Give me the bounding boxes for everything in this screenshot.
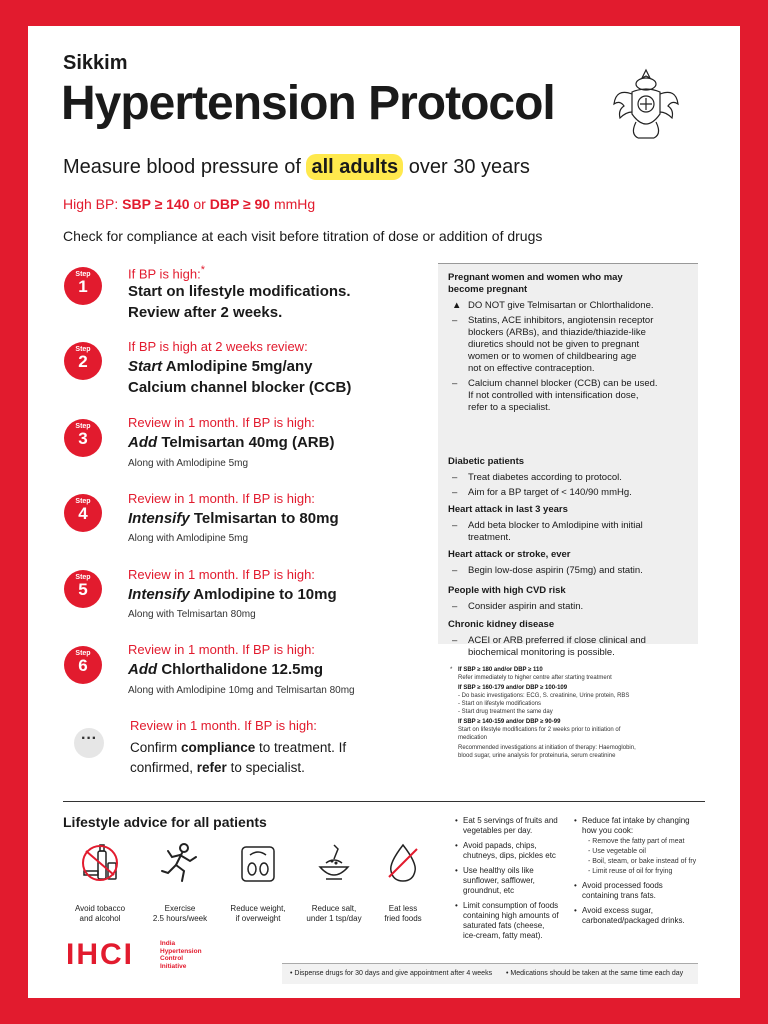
no-oil-drop-icon — [381, 841, 425, 885]
step-condition: Review in 1 month. If BP is high: — [128, 491, 315, 506]
warning-icon: ▲ — [452, 300, 462, 311]
diet-tips-col1 — [453, 816, 581, 946]
step-condition: Review in 1 month. If BP is high: — [128, 567, 315, 582]
step-note: Along with Amlodipine 5mg — [128, 533, 249, 544]
measure-instruction: Measure blood pressure of all adults over 30 years — [63, 156, 530, 178]
list-item: – Treat diabetes according to protocol. — [452, 472, 622, 483]
list-item: • Eat 5 servings of fruits and vegetables per day. — [453, 816, 581, 836]
footer-note-left: • Dispense drugs for 30 days and give appointment after 4 weeks — [290, 970, 493, 977]
page-title: Hypertension Protocol — [61, 77, 555, 130]
step-condition: Review in 1 month. If BP is high: — [128, 415, 315, 430]
list-item: – Statins, ACE inhibitors, angiotensin receptor blockers (ARBs), and thiazide/thiazide-like diuretics should not be given to pregnant women or to women of childbearing age not on effective contraception. — [452, 315, 654, 374]
step-badge: Step 2 — [64, 342, 102, 380]
step-condition: Review in 1 month. If BP is high: — [130, 718, 317, 733]
section-heading: Pregnant women and women who may become pregnant — [448, 272, 623, 295]
step-condition: Review in 1 month. If BP is high: — [128, 642, 315, 657]
list-item: – Add beta blocker to Amlodipine with initial treatment. — [452, 520, 643, 543]
section-heading: Chronic kidney disease — [448, 619, 555, 630]
ckd-section — [448, 619, 693, 662]
step-condition: If BP is high at 2 weeks review: — [128, 339, 308, 354]
section-heading: Heart attack or stroke, ever — [448, 549, 571, 560]
lifestyle-caption: Exercise 2.5 hours/week — [152, 904, 208, 923]
list-item: • Use healthy oils like sunflower, safflower, groundnut, etc — [453, 866, 581, 896]
exercise-icon — [158, 841, 202, 885]
list-item: • Avoid papads, chips, chutneys, dips, pickles etc — [453, 841, 581, 861]
special-populations-panel — [438, 263, 698, 658]
footnote-star: * — [450, 667, 453, 673]
step-note: Along with Amlodipine 5mg — [128, 458, 249, 469]
high-bp-definition: High BP: SBP ≥ 140 or DBP ≥ 90 mmHg — [63, 196, 316, 212]
section-heading: Diabetic patients — [448, 456, 525, 467]
threshold-footnotes: * If SBP ≥ 180 and/or DBP ≥ 110 Refer immediately to higher centre after starting treatment If SBP ≥ 160-179 and/or DBP ≥ 100-109 - Do basic investigations: ECG, S. creatinine, Urine protein, RBS - Start on lifestyle modifications - Start drug treatment the same day If SBP ≥ 140-159 and/or DBP ≥ 90-99 Start on lifestyle modifications for 2 weeks prior to initiation of medication Recommended investigations at initiation of therapy: Haemoglobin, blood sugar, urine analysis for proteinuria, serum creatinine — [450, 667, 636, 759]
final-step-line1: Confirm compliance to treatment. If — [130, 740, 347, 755]
heart-attack-stroke-section — [448, 549, 693, 580]
list-item: • Avoid processed foods containing trans fats. — [572, 881, 704, 901]
list-item: • Avoid excess sugar, carbonated/packaged drinks. — [572, 906, 704, 926]
list-item: – Aim for a BP target of < 140/90 mmHg. — [452, 487, 632, 498]
sikkim-emblem-icon — [610, 64, 682, 144]
heart-attack-3yr-section — [448, 504, 693, 547]
step-note: Along with Telmisartan 80mg — [128, 609, 256, 620]
step-badge: Step 6 — [64, 646, 102, 684]
step-action: Intensify Amlodipine to 10mg — [128, 586, 337, 603]
step-action: Add Chlorthalidone 12.5mg — [128, 661, 324, 678]
step-action-line2: Calcium channel blocker (CCB) — [128, 379, 352, 396]
step-action: Start Amlodipine 5mg/any — [128, 358, 313, 375]
step-badge: Step 4 — [64, 494, 102, 532]
section-divider — [63, 801, 705, 802]
list-item: ▲ DO NOT give Telmisartan or Chlorthalidone. — [452, 300, 654, 311]
list-item: • Limit consumption of foods containing high amounts of saturated fats (cheese, ice-cream, fatty meat). — [453, 901, 581, 941]
list-item: – Begin low-dose aspirin (75mg) and statin. — [452, 565, 643, 576]
highlight-all-adults: all adults — [306, 154, 403, 180]
lifestyle-caption: Eat less fried foods — [384, 904, 422, 923]
lifestyle-caption: Reduce salt, under 1 tsp/day — [306, 904, 362, 923]
region-label: Sikkim — [63, 52, 128, 74]
list-item: • Reduce fat intake by changing how you cook: — [572, 816, 704, 836]
list-item: – Calcium channel blocker (CCB) can be used. If not controlled with intensification dose, refer to a specialist. — [452, 378, 658, 413]
step-badge: Step 5 — [64, 570, 102, 608]
step-action: Add Telmisartan 40mg (ARB) — [128, 434, 335, 451]
no-tobacco-alcohol-icon — [78, 841, 122, 885]
ihci-logo-subtitle: India Hypertension Control Initiative — [160, 940, 202, 970]
pregnant-section — [448, 272, 693, 417]
compliance-note: Check for compliance at each visit before titration of dose or addition of drugs — [63, 228, 543, 244]
list-item: – ACEI or ARB preferred if close clinical and biochemical monitoring is possible. — [452, 635, 646, 658]
final-step-line2: confirmed, refer to specialist. — [130, 760, 305, 775]
diabetic-section — [448, 456, 693, 502]
salt-bowl-icon — [312, 841, 356, 885]
footer-note-right: • Medications should be taken at the same time each day — [506, 970, 684, 977]
more-steps-badge: ··· — [74, 728, 104, 758]
step-note: Along with Amlodipine 10mg and Telmisartan 80mg — [128, 685, 355, 696]
step-action: Intensify Telmisartan to 80mg — [128, 510, 339, 527]
step-action: Start on lifestyle modifications. — [128, 283, 351, 300]
step-condition: If BP is high:* — [128, 264, 205, 282]
ihci-logo: IHCI — [66, 938, 134, 971]
section-heading: Heart attack in last 3 years — [448, 504, 568, 515]
diet-tips-col2: • Reduce fat intake by changing how you cook: - Remove the fatty part of meat - Use vegetable oil - Boil, steam, or bake instead of fry - Limit reuse of oil for frying • Avoid processed foods containing trans fats. • Avoid excess sugar, carbonated/packaged drinks. — [572, 816, 704, 931]
section-heading: People with high CVD risk — [448, 585, 566, 596]
lifestyle-caption: Reduce weight, if overweight — [230, 904, 286, 923]
poster-sheet — [28, 26, 740, 998]
lifestyle-caption: Avoid tobacco and alcohol — [74, 904, 126, 923]
step-badge: Step 3 — [64, 419, 102, 457]
footer-notes — [282, 963, 698, 984]
step-action-line2: Review after 2 weeks. — [128, 304, 283, 321]
weighing-scale-icon — [236, 841, 280, 885]
lifestyle-title: Lifestyle advice for all patients — [63, 814, 267, 830]
cvd-risk-section — [448, 585, 693, 616]
step-badge: Step 1 — [64, 267, 102, 305]
list-item: – Consider aspirin and statin. — [452, 601, 584, 612]
